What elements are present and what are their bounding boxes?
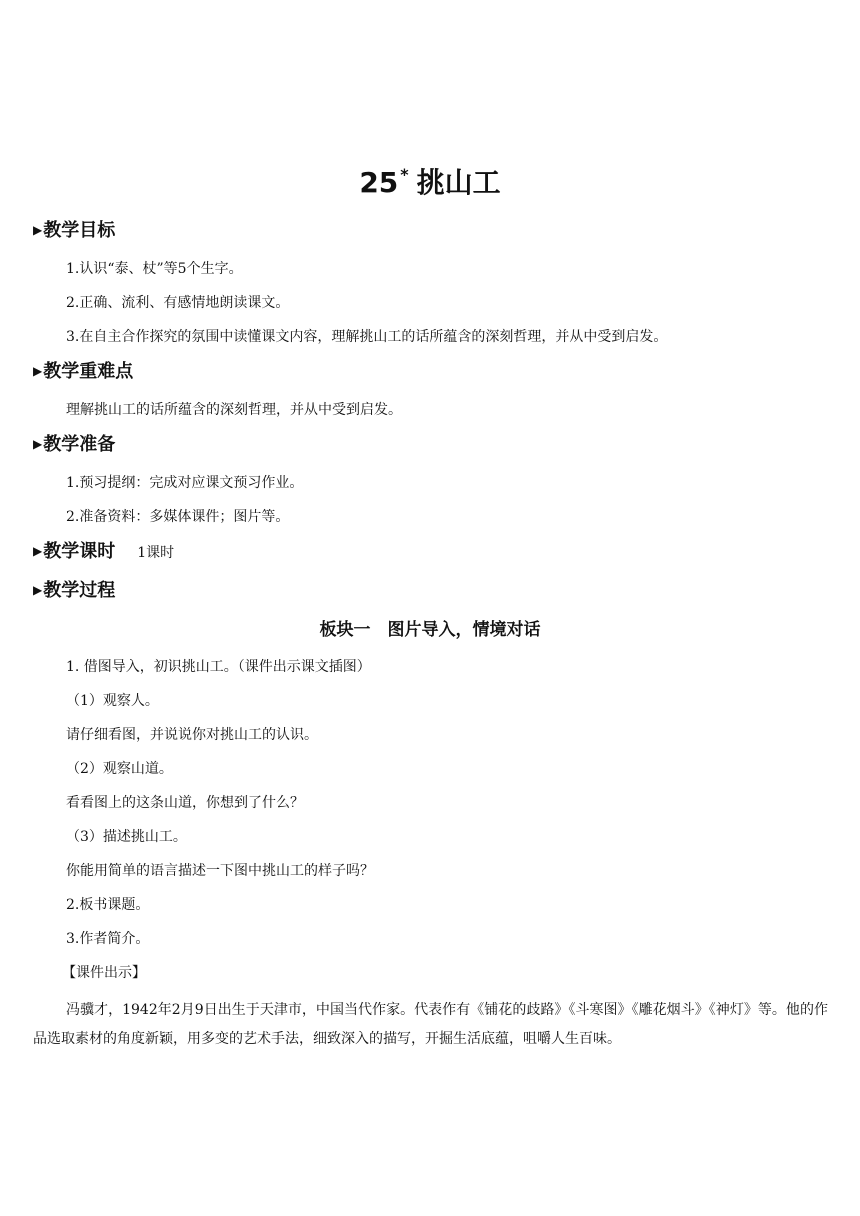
lesson-number: 25 — [359, 166, 399, 199]
process-line: 看看图上的这条山道，你想到了什么？ — [66, 795, 304, 811]
process-line: （2）观察山道。 — [66, 761, 173, 777]
heading-process — [33, 577, 115, 604]
heading-preparation — [33, 431, 115, 458]
block-one-title: 板块一 图片导入，情境对话 — [319, 620, 541, 640]
triangle-bullet-icon: ▶ — [33, 223, 43, 237]
hours-value: 1课时 — [137, 545, 175, 561]
heading-goals — [33, 217, 115, 244]
lesson-title: 挑山工 — [416, 166, 501, 199]
goal-item-2: 2.正确、流利、有感情地朗读课文。 — [66, 295, 290, 311]
process-line: 请仔细看图，并说说你对挑山工的认识。 — [66, 727, 318, 743]
process-line: 3.作者简介。 — [66, 931, 150, 947]
heading-key-points — [33, 358, 133, 385]
self-study-mark: * — [400, 165, 409, 184]
process-line: 2.板书课题。 — [66, 897, 150, 913]
goal-item-1: 1.认识“泰、杖”等5个生字。 — [66, 261, 243, 277]
author-paragraph: 冯骥才，1942年2月9日出生于天津市，中国当代作家。代表作有《铺花的歧路》《斗寒图》《雕花烟斗》《神灯》等。他的作品选取素材的角度新颖，用多变的艺术手法，细致深入的描写，开掘生活底蕴，咀嚼人生百味。 — [33, 1002, 828, 1047]
heading-goals-label: 教学目标 — [43, 220, 116, 241]
goal-item-3: 3.在自主合作探究的氛围中读懂课文内容，理解挑山工的话所蕴含的深刻哲理，并从中受到启发。 — [66, 329, 668, 345]
triangle-bullet-icon: ▶ — [33, 544, 43, 558]
heading-hours-label: 教学课时 — [43, 541, 116, 562]
heading-preparation-label: 教学准备 — [43, 434, 116, 455]
process-line: 你能用简单的语言描述一下图中挑山工的样子吗？ — [66, 863, 374, 879]
preparation-item-1: 1.预习提纲：完成对应课文预习作业。 — [66, 475, 304, 491]
triangle-bullet-icon: ▶ — [33, 364, 43, 378]
key-points-text: 理解挑山工的话所蕴含的深刻哲理，并从中受到启发。 — [66, 402, 402, 418]
process-line: （3）描述挑山工。 — [66, 829, 187, 845]
process-line: （1）观察人。 — [66, 693, 159, 709]
heading-process-label: 教学过程 — [43, 580, 116, 601]
heading-key-points-label: 教学重难点 — [43, 361, 134, 382]
preparation-item-2: 2.准备资料：多媒体课件；图片等。 — [66, 509, 290, 525]
triangle-bullet-icon: ▶ — [33, 437, 43, 451]
courseware-label: 【课件出示】 — [62, 965, 146, 981]
heading-hours — [33, 538, 174, 566]
page-title — [0, 155, 860, 203]
process-line: 1. 借图导入，初识挑山工。（课件出示课文插图） — [66, 659, 371, 675]
triangle-bullet-icon: ▶ — [33, 583, 43, 597]
